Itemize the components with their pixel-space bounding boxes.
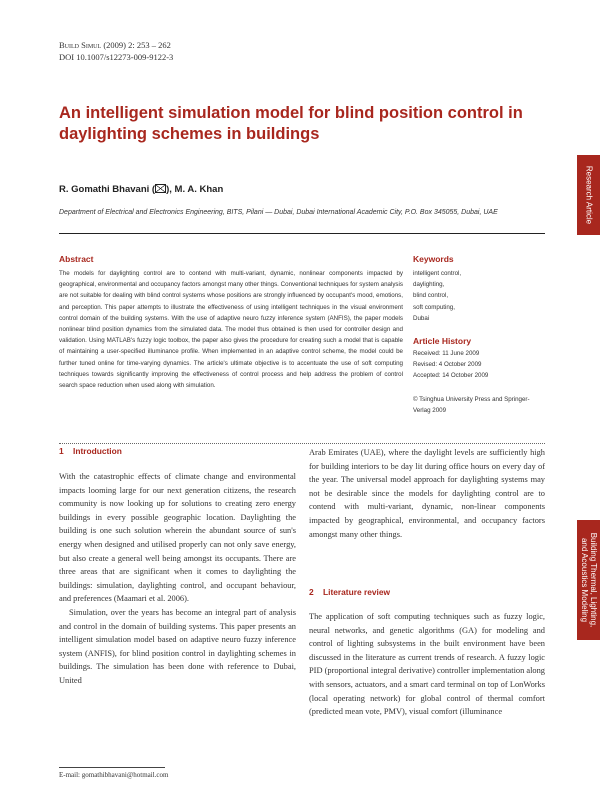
- journal-citation: (2009) 2: 253 – 262: [103, 40, 171, 50]
- literature-paragraph-1: The application of soft computing techniques such as fuzzy logic, neural networks, and genetic algorithms (GA) for modeling and control of lighting subsystems in the built environment have been discussed in the literature as current trends of research. A fuzzy logic PID (proportional integral derivative) controller implementation along with sensors, actuators, and a smart card terminal on top of LonWorks (local operating network) for global control of thermal comfort (predicted mean vote, PMV), visual comfort (illuminance: [309, 612, 545, 717]
- section-1-number: 1: [59, 446, 64, 456]
- intro-paragraph-1: With the catastrophic effects of climate change and environmental impacts looming large for our next generation citizens, the research community is now looking up for solutions to creating zero energy buildings in every possible geographic location. Daylighting the building is one such solution wherein the abundant source of sun's energy when designed and utilised properly can not only save energy, but also create a general well being amongst its occupants. There are three areas that are significant when it comes to daylighting the buildings: simulation, daylighting control, and occupant behaviour, and preferences (Maamari et al. 2006).: [59, 472, 296, 604]
- affiliation: Department of Electrical and Electronics Engineering, BITS, Pilani — Dubai, Dubai International Academic City, P.O. Box 345055, Dubai, UAE: [59, 209, 498, 216]
- copyright: © Tsinghua University Press and Springer-Verlag 2009: [413, 396, 530, 415]
- keyword-item: Dubai: [413, 314, 430, 322]
- author-first-close: ),: [166, 184, 172, 195]
- history-received: Received: 11 June 2009: [413, 350, 480, 357]
- history-list: [413, 348, 488, 382]
- left-column: [59, 470, 296, 688]
- intro-paragraph-2: Simulation, over the years has become an integral part of analysis and control in the domain of building systems. This paper presents an intelligent simulation model based on adaptive neuro fuzzy inference system (ANFIS), for blind position control in daylighting schemes in buildings. The simulation has been done with reference to Dubai, United: [59, 607, 296, 685]
- intro-paragraph-3: Arab Emirates (UAE), where the daylight levels are sufficiently high for building interiors to be day lit during office hours on every day of the year. The universal model approach for daylighting systems may not be desirable since the models for daylighting control are to contend with multi-variant, dynamic, non-linear components impacted by geographical, environmental, and occupancy factors amongst many other things.: [309, 448, 545, 539]
- keywords-heading: Keywords: [413, 254, 454, 264]
- journal-name: Build Simul: [59, 40, 102, 50]
- author-first: R. Gomathi Bhavani (: [59, 184, 156, 195]
- history-heading: Article History: [413, 336, 472, 346]
- abstract-text: The models for daylighting control are to contend with multi-variant, dynamic, nonlinear components impacted by geographical, environmental and occupancy factors amongst many other things. Conventional techniques for system analysis are not suitable for dealing with blind control systems whose positions are strongly influenced by occupant's mood, emotions, and perception. This paper attempts to illustrate the effectiveness of using intelligent techniques in the visual environment control domain of the building systems. With the use of adaptive neuro fuzzy inference system (ANFIS), the paper models nonlinear blind position dynamics from the simulated data. The model thus obtained is then used for controller design and validation. Using MATLAB's fuzzy logic toolbox, the paper also gives the procedure for creating such a model that is capable of maintaining a user-specified illuminance profile. When implemented in an adaptive control scheme, the model could be further tuned online for time-varying dynamics. The article's ultimate objective is to accentuate the use of soft computing techniques towards significantly improving the effectiveness of control process and help address the problem of control search space reduction when used along with simulation.: [59, 270, 403, 390]
- doi: DOI 10.1007/s12273-009-9122-3: [59, 52, 174, 62]
- literature-review-text: [309, 610, 545, 719]
- header-divider: [59, 233, 545, 234]
- footnote-rule: [59, 767, 165, 768]
- section-1-title: Introduction: [73, 446, 122, 456]
- abstract-divider: [59, 443, 545, 444]
- section-2-number: 2: [309, 587, 314, 597]
- abstract-heading: Abstract: [59, 254, 94, 264]
- right-column: [309, 446, 545, 541]
- envelope-icon[interactable]: [155, 184, 166, 193]
- paper-title: An intelligent simulation model for blind position control in daylighting schemes in buildings: [59, 104, 523, 143]
- history-accepted: Accepted: 14 October 2009: [413, 372, 489, 380]
- side-tab-category: [577, 520, 600, 640]
- keyword-item: intelligent control,: [413, 270, 462, 277]
- side-tab-research-article-label: Research Article: [584, 165, 593, 225]
- footnote-email: E-mail: gomathibhavani@hotmail.com: [59, 771, 169, 779]
- author-line: [59, 184, 223, 195]
- keyword-item: blind control,: [413, 292, 449, 300]
- side-tab-category-label: Building Thermal, Lighting, and Acoustics Modeling: [579, 532, 598, 628]
- section-1-heading: [59, 446, 122, 456]
- keywords-list: [413, 268, 461, 324]
- history-revised: Revised: 4 October 2009: [413, 361, 482, 369]
- journal-header: [59, 39, 173, 63]
- section-2-title: Literature review: [323, 587, 391, 597]
- author-second: M. A. Khan: [171, 184, 224, 195]
- keyword-item: daylighting,: [413, 281, 445, 289]
- keyword-item: soft computing,: [413, 303, 455, 311]
- section-2-heading: [309, 587, 390, 597]
- journal-citation-line: [59, 39, 173, 51]
- side-tab-research-article: [577, 155, 600, 235]
